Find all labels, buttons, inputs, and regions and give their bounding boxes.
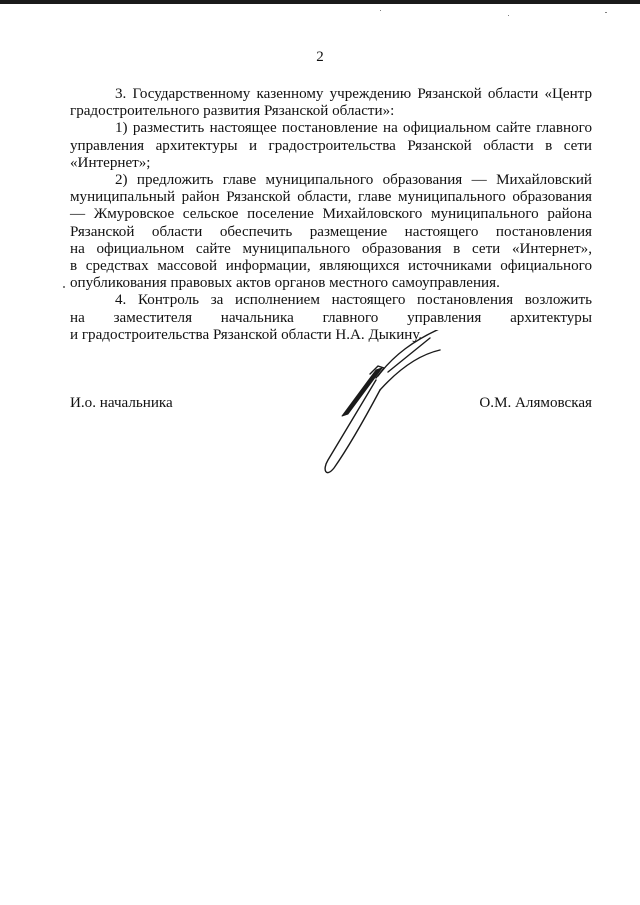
paragraph-3-2-line: в средствах массовой информации, являющихся источниками официального <box>70 258 592 275</box>
paragraph-4-line: и градостроительства Рязанской области Н.А. Дыкину. <box>70 326 423 343</box>
paragraph-4-line: 4. Контроль за исполнением настоящего постановления возложить <box>115 292 592 309</box>
paragraph-3-1-line: 1) разместить настоящее постановление на официальном сайте главного <box>115 120 592 137</box>
paragraph-3-2-line: — Жмуровское сельское поселение Михайловского муниципального района <box>70 206 592 223</box>
signer-position: И.о. начальника <box>70 395 173 411</box>
document-body <box>70 86 592 344</box>
paragraph-4-line: на заместителя начальника главного управления архитектуры <box>70 309 592 326</box>
paragraph-3-1 <box>70 120 592 172</box>
handwritten-signature-icon <box>318 330 458 480</box>
scan-speck <box>605 12 607 13</box>
top-border-rule <box>0 0 640 4</box>
paragraph-3-2-line: Рязанской области обеспечить размещение настоящего постановления <box>70 223 592 240</box>
scan-speck <box>63 286 65 288</box>
scan-speck <box>508 15 509 16</box>
signer-name: О.М. Алямовская <box>479 395 592 411</box>
paragraph-3 <box>70 86 592 120</box>
scan-speck <box>380 10 381 11</box>
paragraph-3-1-line: «Интернет»; <box>70 154 151 171</box>
paragraph-3-2-line: 2) предложить главе муниципального образования — Михайловский <box>115 172 592 189</box>
page-number: 2 <box>316 49 324 65</box>
paragraph-3-1-line: управления архитектуры и градостроительства Рязанской области в сети <box>70 137 592 154</box>
paragraph-3-2-line: на официальном сайте муниципального образования в сети «Интернет», <box>70 240 592 257</box>
paragraph-3-2-line: муниципальный район Рязанской области, главе муниципального образования <box>70 189 592 206</box>
paragraph-3-2-line: опубликования правовых актов органов местного самоуправления. <box>70 275 500 292</box>
paragraph-3-line: 3. Государственному казенному учреждению Рязанской области «Центр <box>115 86 592 102</box>
paragraph-3-2 <box>70 172 592 292</box>
paragraph-3-line: градостроительного развития Рязанской области»: <box>70 103 395 120</box>
